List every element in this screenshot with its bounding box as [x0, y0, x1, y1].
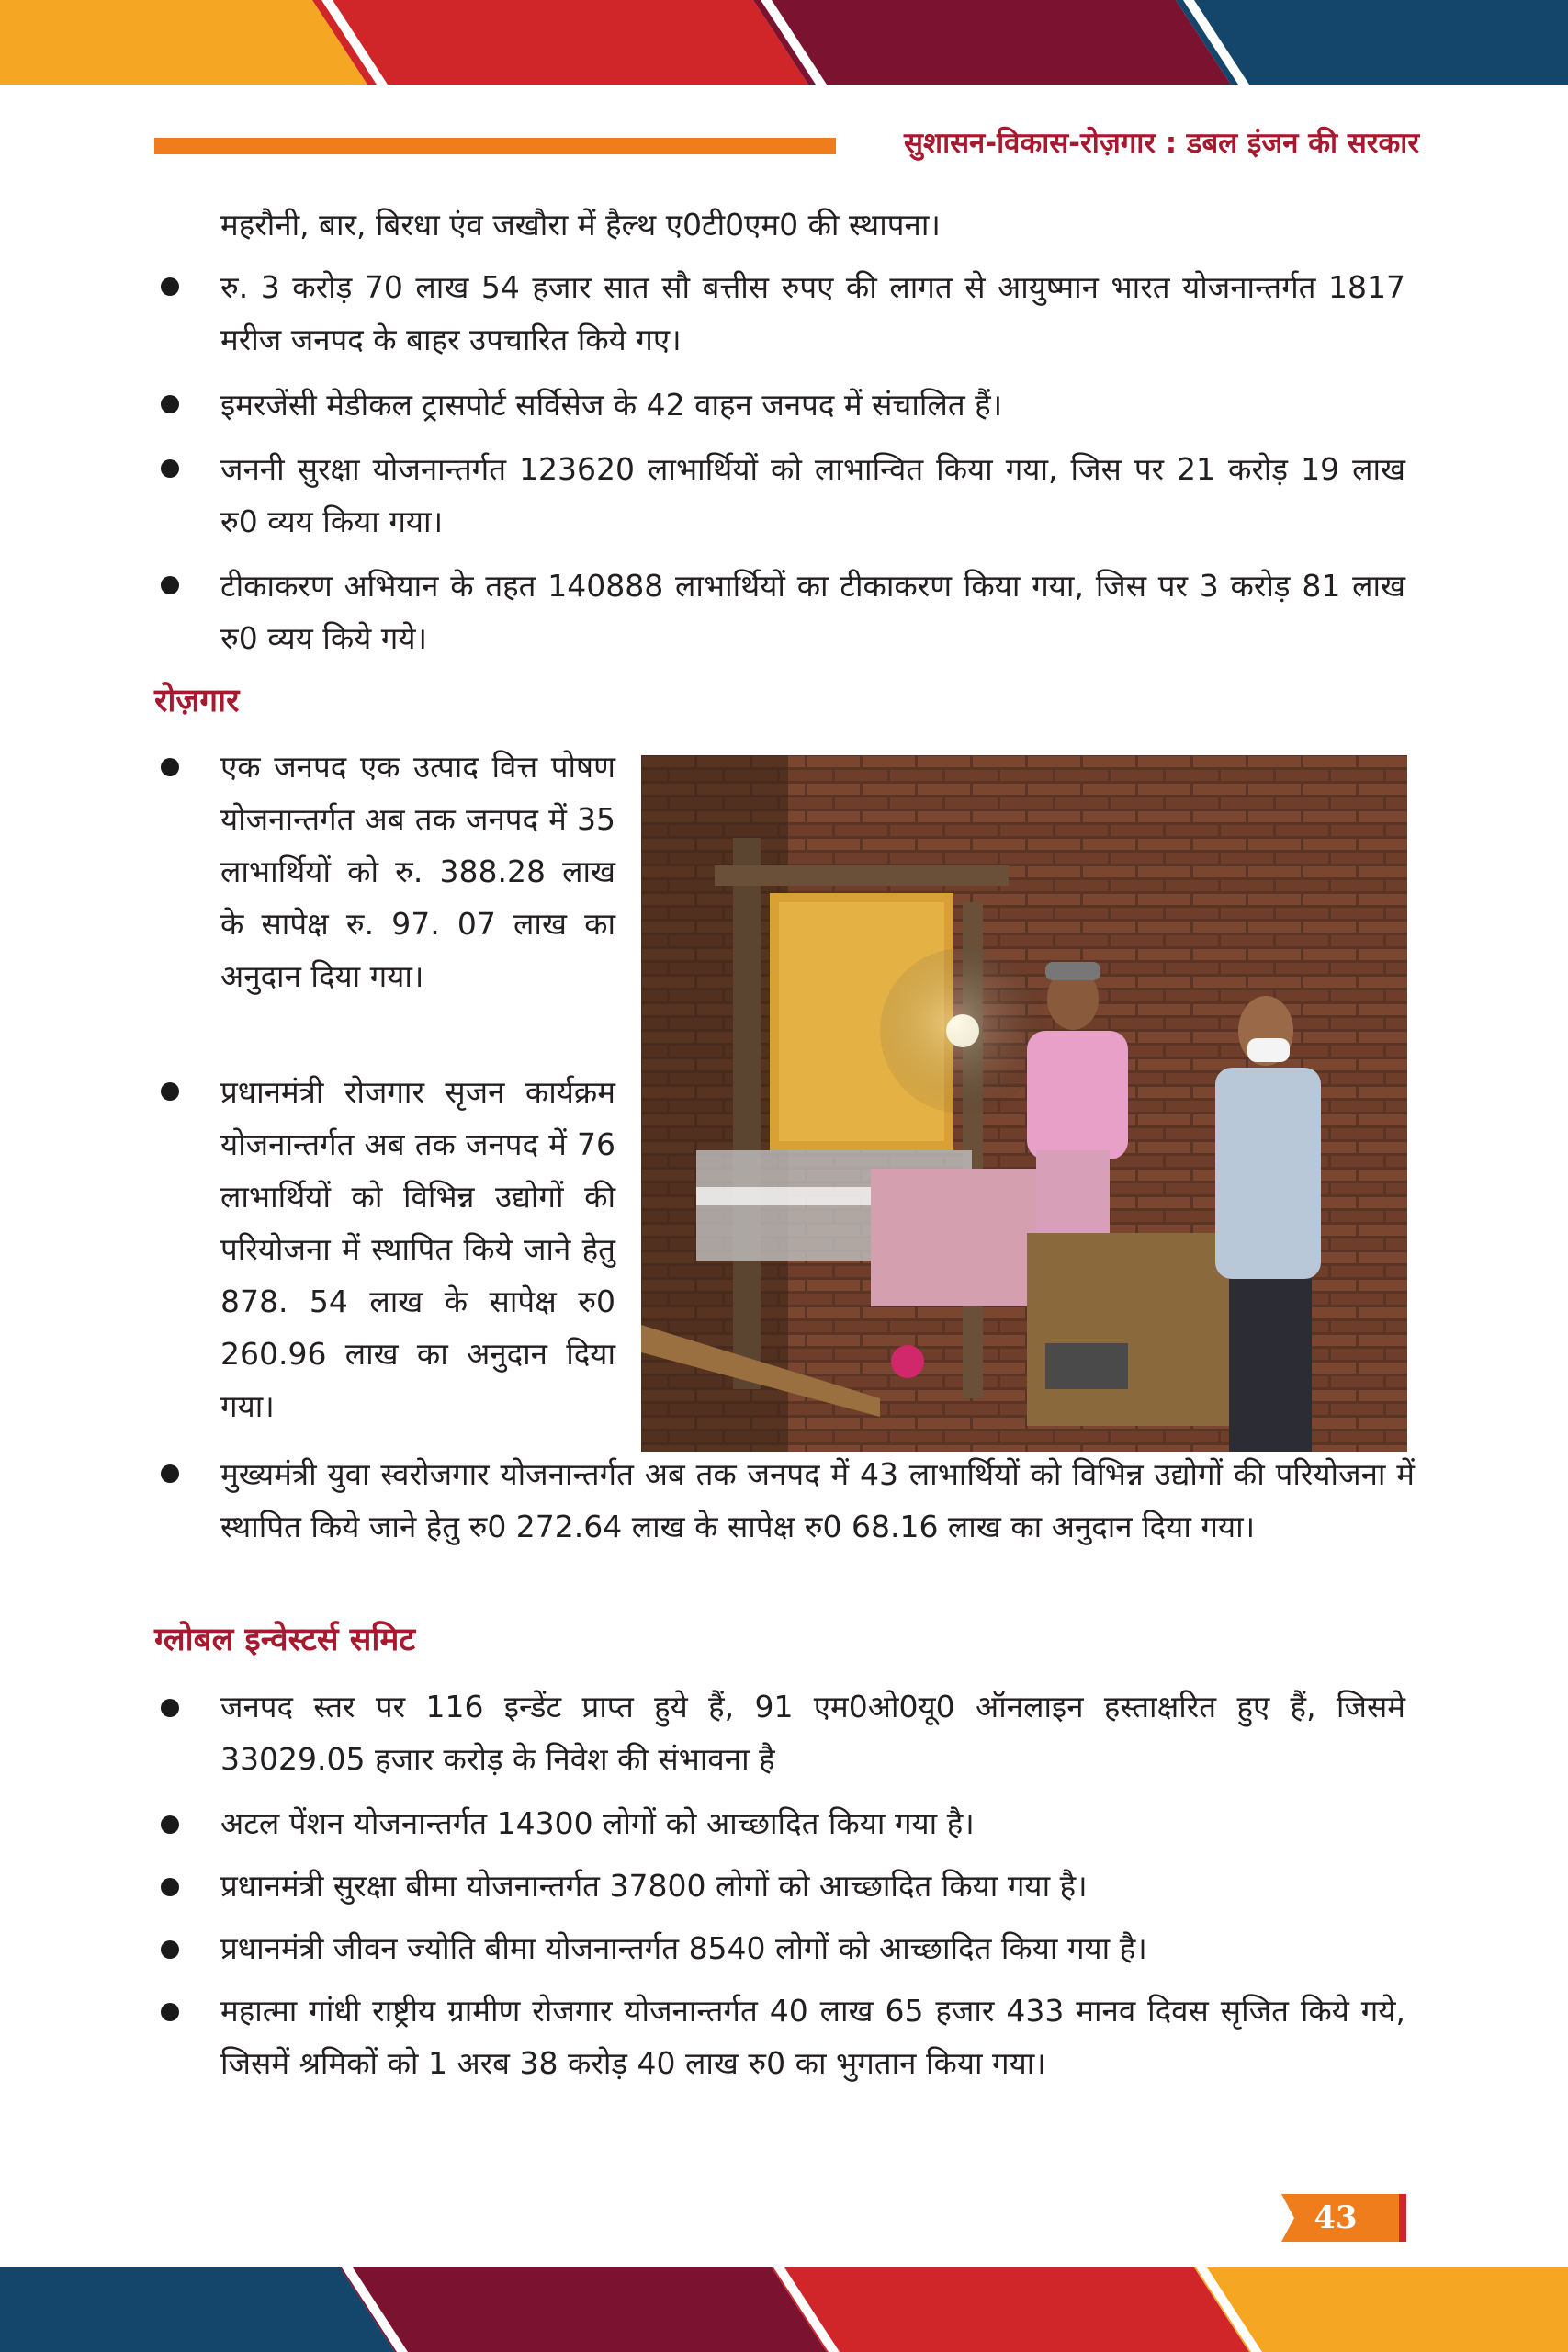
employment-list-item: प्रधानमंत्री रोजगार सृजन कार्यक्रम योजनान्तर्गत अब तक जनपद में 76 लाभार्थियों को विभिन्न उद्योगों की परियोजना में स्थापित किये जाने हेतु 878. 54 लाख के सापेक्ष रु0 260.96 लाख का अनुदान दिया गया। — [220, 1074, 615, 1424]
bullet-dot — [161, 1464, 179, 1483]
page-number-badge — [1281, 2194, 1410, 2242]
health-continuation-text: महरौनी, बार, बिरधा एंव जखौरा में हैल्थ ए0टी0एम0 की स्थापना। — [220, 207, 941, 243]
bullet-dot — [161, 758, 179, 776]
bullet-dot — [161, 1815, 179, 1834]
employment-list-item: एक जनपद एक उत्पाद वित्त पोषण योजनान्तर्गत अब तक जनपद में 35 लाभार्थियों को रु. 388.28 लाख के सापेक्ष रु. 97. 07 लाख का अनुदान दिया गया। — [220, 749, 615, 994]
header-accent-bar — [154, 138, 836, 154]
bullet-dot — [161, 2003, 179, 2021]
investors-list-item: जनपद स्तर पर 116 इन्डेंट प्राप्त हुये हैं, 91 एम0ओ0यू0 ऑनलाइन हस्ताक्षरित हुए हैं, जिसमे 33029.05 हजार करोड़ के निवेश की संभावना है — [220, 1689, 1405, 1777]
investors-list-item: महात्मा गांधी राष्ट्रीय ग्रामीण रोजगार योजनान्तर्गत 40 लाख 65 हजार 433 मानव दिवस सृजित किये गये, जिसमें श्रमिकों को 1 अरब 38 करोड़ 40 लाख रु0 का भुगतान किया गया। — [220, 1993, 1405, 2081]
health-list-item: टीकाकरण अभियान के तहत 140888 लाभार्थियों का टीकाकरण किया गया, जिस पर 3 करोड़ 81 लाख रु0 व्यय किये गये। — [220, 568, 1405, 656]
running-header-title: सुशासन-विकास-रोज़गार : डबल इंजन की सरकार — [904, 127, 1419, 160]
bullet-dot — [161, 277, 179, 296]
health-list-item: रु. 3 करोड़ 70 लाख 54 हजार सात सौ बत्तीस रुपए की लागत से आयुष्मान भारत योजनान्तर्गत 1817 मरीज जनपद के बाहर उपचारित किये गए। — [220, 269, 1405, 357]
section-heading-investors: ग्लोबल इन्वेस्टर्स समिट — [154, 1621, 416, 1658]
investors-list-item: प्रधानमंत्री सुरक्षा बीमा योजनान्तर्गत 37800 लोगों को आच्छादित किया गया है। — [220, 1868, 1088, 1904]
bullet-dot — [161, 1082, 179, 1101]
bullet-dot — [161, 1699, 179, 1717]
health-list-item: जननी सुरक्षा योजनान्तर्गत 123620 लाभार्थियों को लाभान्वित किया गया, जिस पर 21 करोड़ 19 लाख रु0 व्यय किया गया। — [220, 451, 1405, 539]
employment-list-item: मुख्यमंत्री युवा स्वरोजगार योजनान्तर्गत अब तक जनपद में 43 लाभार्थियों को विभिन्न उद्योगों की परियोजना में स्थापित किये जाने हेतु रु0 272.64 लाख के सापेक्ष रु0 68.16 लाख का अनुदान दिया गया। — [220, 1456, 1415, 1544]
bottom-decorative-band — [0, 2267, 1568, 2352]
investors-list-item: प्रधानमंत्री जीवन ज्योति बीमा योजनान्तर्गत 8540 लोगों को आच्छादित किया गया है। — [220, 1930, 1147, 1966]
bullet-dot — [161, 1878, 179, 1896]
handloom-weaving-photo — [641, 755, 1407, 1452]
section-heading-employment: रोज़गार — [154, 682, 240, 719]
bullet-dot — [161, 1940, 179, 1959]
bullet-dot — [161, 576, 179, 594]
bullet-dot — [161, 395, 179, 413]
health-list-item: इमरजेंसी मेडीकल ट्रासपोर्ट सर्विसेज के 42 वाहन जनपद में संचालित हैं। — [220, 387, 1003, 423]
page-number: 43 — [1314, 2199, 1358, 2236]
bullet-dot — [161, 459, 179, 478]
top-decorative-band — [0, 0, 1568, 85]
investors-list-item: अटल पेंशन योजनान्तर्गत 14300 लोगों को आच्छादित किया गया है। — [220, 1805, 975, 1841]
